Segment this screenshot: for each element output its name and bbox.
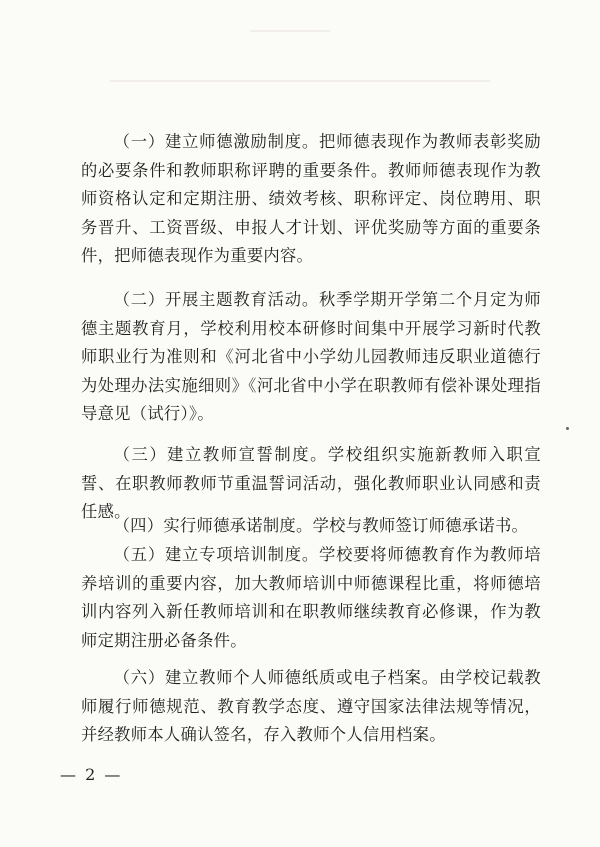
paragraph-1: （一）建立师德激励制度。把师德表现作为教师表彰奖励的必要条件和教师职称评聘的重要条件。教师师德表现作为教师资格认定和定期注册、绩效考核、职称评定、岗位聘用、职务晋升、工资晋级、申报人才计划、评优奖励等方面的重要条件，把师德表现作为重要内容。	[81, 132, 541, 265]
bleed-through-rule	[110, 80, 490, 82]
paragraph-2: （二）开展主题教育活动。秋季学期开学第二个月定为师德主题教育月，学校利用校本研修时间集中开展学习新时代教师职业行为准则和《河北省中小学幼儿园教师违反职业道德行为处理办法实施细则》《河北省中小学在职教师有偿补课处理指导意见（试行）》。	[81, 290, 541, 423]
paragraph-3: （三）建立教师宣誓制度。学校组织实施新教师入职宣誓、在职教师教师节重温誓词活动，强化教师职业认同感和责任感。	[81, 445, 541, 521]
bleed-through-mark	[250, 30, 330, 32]
paragraph-4: （四）实行师德承诺制度。学校与教师签订师德承诺书。	[113, 516, 529, 535]
scan-speck	[566, 427, 569, 430]
page-number: — 2 —	[60, 765, 123, 784]
paragraph-6: （六）建立教师个人师德纸质或电子档案。由学校记载教师履行师德规范、教育教学态度、遵守国家法律法规等情况，并经教师本人确认签名，存入教师个人信用档案。	[81, 668, 541, 744]
paragraph-5: （五）建立专项培训制度。学校要将师德教育作为教师培养培训的重要内容，加大教师培训中师德课程比重，将师德培训内容列入新任教师培训和在职教师继续教育必修课，作为教师定期注册必备条件。	[81, 545, 541, 650]
